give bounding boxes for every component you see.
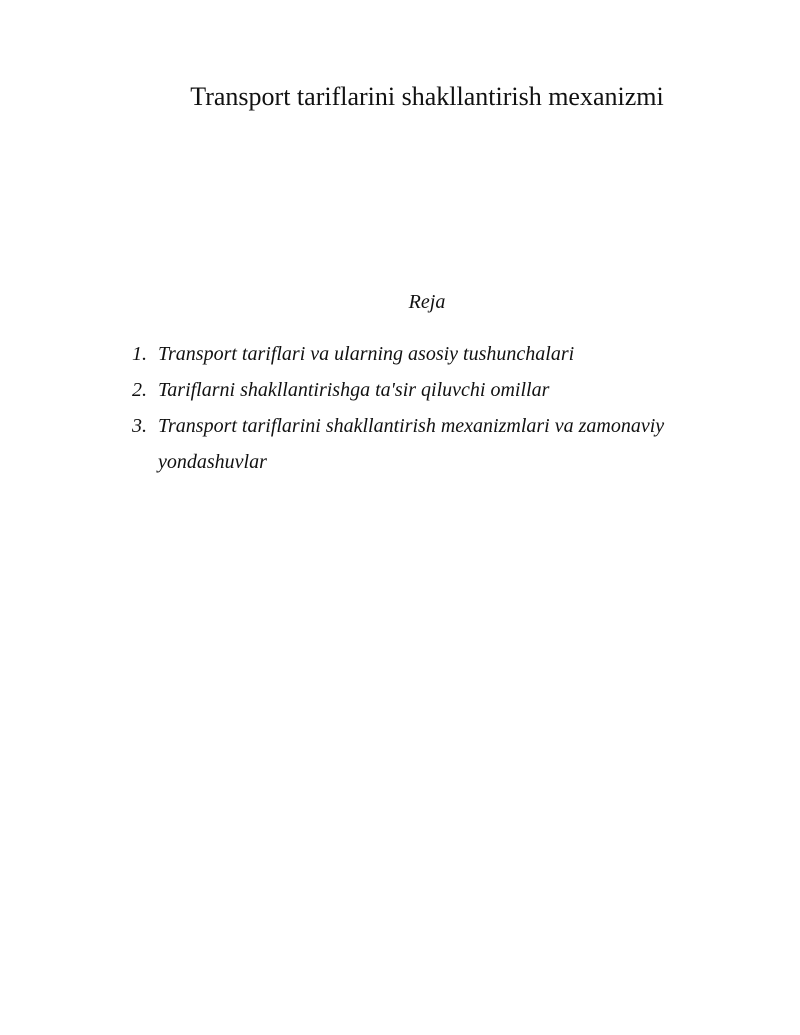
plan-list	[132, 336, 712, 480]
plan-item-text: Transport tariflari va ularning asosiy tushunchalari	[158, 343, 575, 365]
plan-item-text: Tariflarni shakllantirishga ta'sir qiluvchi omillar	[158, 379, 550, 401]
plan-item-2	[132, 372, 712, 408]
plan-item-3	[132, 408, 712, 480]
plan-item-number: 1.	[132, 343, 147, 365]
plan-item-text: Transport tariflarini shakllantirish mexanizmlari va zamonaviy yondashuvlar	[158, 415, 665, 473]
plan-item-number: 2.	[132, 379, 147, 401]
plan-item-1	[132, 336, 712, 372]
document-title: Transport tariflarini shakllantirish mexanizmi	[190, 82, 664, 111]
plan-item-number: 3.	[132, 415, 147, 437]
plan-heading: Reja	[408, 291, 446, 313]
